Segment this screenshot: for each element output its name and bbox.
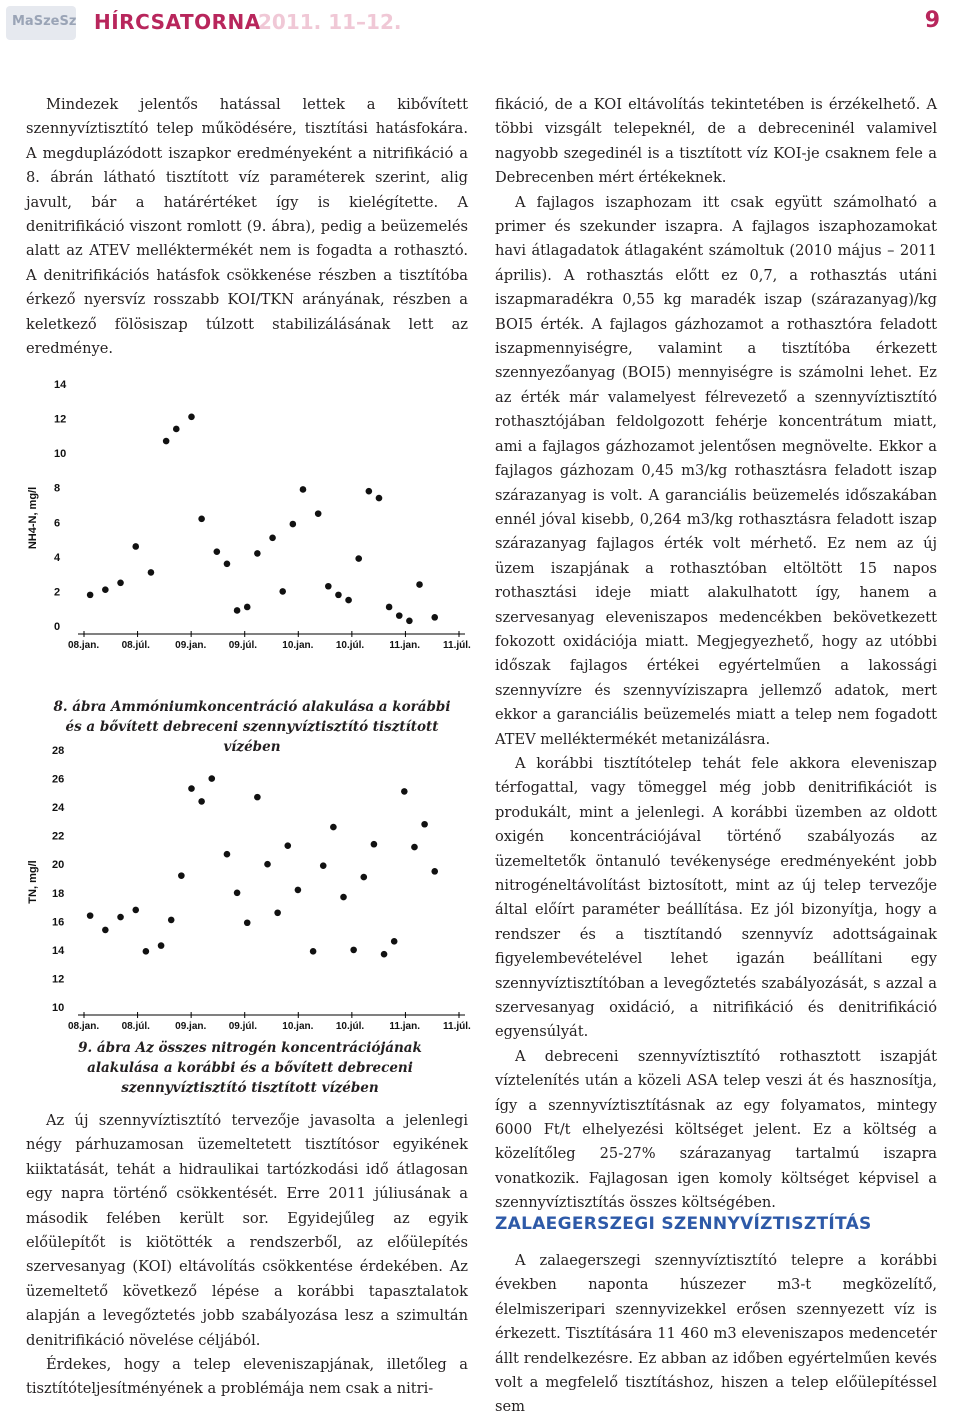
data-point	[214, 548, 221, 555]
data-point	[431, 868, 438, 875]
data-point	[315, 510, 322, 517]
right-paragraph-5: A zalaegerszegi szennyvíztisztító telepre a korábbi években naponta húszezer m3-t megközelítő, élelmiszeripari szennyvizekkel erősen szennyezett víz is érkezett. Tisztítására 11 460 m3 eleveniszapos medencetér állt rendelkezésre. Ez abban az időben egyértelműen kevés volt a megfelelő tisztításhoz, hiszen a telep előülepítéssel sem	[495, 1252, 937, 1416]
y-axis-label: NH4-N, mg/l	[27, 486, 39, 550]
x-tick-label: 10.júl.	[335, 640, 365, 651]
data-point	[117, 914, 124, 921]
data-point	[350, 947, 357, 954]
figure-9-caption: 9. ábra Az összes nitrogén koncentrációjának alakulása a korábbi és a bővített debreceni szennyvíztisztító tisztított vízében	[78, 1040, 422, 1096]
data-point	[284, 842, 291, 849]
y-tick-label: 22	[52, 830, 65, 843]
data-point	[198, 516, 205, 523]
x-tick-label: 09.júl.	[228, 1021, 258, 1032]
data-point	[198, 798, 205, 805]
data-point	[406, 618, 413, 625]
data-point	[411, 844, 418, 851]
left-paragraphs-2: Az új szennyvíztisztító tervezője javasolta a jelenlegi négy párhuzamosan üzemeltetett tisztítósor egyikének kiiktatását, tehát a hidraulikai tartózkodási idő átlagosan egy napra történő csökkentését. Erre 2011 júliusának a második felében került sor. Egyidejűleg az egyik előülepítőt is kiötötték a rendszerből, az előülepítés szervesanyag (KOI) eltávolítás csökkentése érdekében. Az üzemeltető következő lépése a korábbi tapasztalatok alapján a levegőztetés jobb szabályozása lesz a szimultán denitrifikáció növelése céljából. Érdekes, hogy a telep eleveniszapjának, illetőleg a tisztítóteljesítményének a problémája nem csak a nitri-	[26, 1112, 468, 1398]
data-point	[178, 872, 185, 879]
data-point	[391, 938, 398, 945]
y-tick-label: 10	[52, 1002, 65, 1014]
right-paragraphs: fikáció, de a KOI eltávolítás tekintetében is érzékelhető. A többi vizsgált telepeknél, de a debreceninél valamivel nagyobb szegedinél is a tisztított víz KOI-je csaknem fele a Debrecenben mért értékeknek. A fajlagos iszaphozam itt csak együtt számolható a primer és szekunder iszapra. A fajlagos iszaphozamokat havi átlagadatok átlagaként számoltuk (2010 május – 2011 április). A rothasztás előtt ez 0,7, a rothasztás utáni iszapmaradékra 0,55 kg maradék iszap (szárazanyag)/kg BOI5 érték. A fajlagos gázhozamot a rothasztóra feladott iszapmennyiségre, valamint a tisztítóba érkezett szennyezőanyag (BOI5) mennyiségre is számolni lehet. Ez az érték már valamelyest félrevezető a szennyvíztisztító rothasztójában feldolgozott fehérje koncentrátum miatt, ami a fajlagos gázhozamot jelentősen megnövelte. Ekkor a fajlagos gázhozam 0,45 m3/kg rothasztásra feladott iszap szárazanyag is volt. A garanciális beüzemelés időszakában ennél jóval kisebb, 0,264 m3/kg rothasztásra feladott iszap szárazanyag fajlagos érték volt mérhető. Ez nem az új üzem iszapjának a rothasztóban eltöltött 15 napos rothasztási ideje miatt alakulhatott így, hanem a szervesanyag eleveniszapos medencékben bekövetkezett fokozott oxidációja miatt. Megjegyezhető, hogy az utóbbi időszak fajlagos értékei egyértelműen a lakossági szennyvízre és szennyvíziszapra jellemző adatok, mert ekkor a garanciális beüzemelés miatt a telep nem fogadott ATEV melléktermékét metanizálásra. A korábbi tisztítótelep tehát fele akkora eleveniszap térfogattal, vagy tömeggel még jobb denitrifikációt is produkált, mint a jelenlegi. A korábbi üzemben az oldott oxigén koncentrációjával történő szabályozás az üzemeltetők öntanuló tevékenysége eredményeként jobb nitrogéneltávolítást biztosított, mint az új telep tervezője által előírt paraméter beállítása. Ez jól bizonyítja, hogy a rendszer és a tisztítandó szennyvíz adottságainak figyelembevételével lehet igazán beállítani egy szennyvíztisztítóban a levegőztetés szabályozását, s azzal a szervesanyag oxidáció, a nitrifikáció és denitrifikáció egyensúlyát. A debreceni szennyvíztisztító rothasztott iszapját víztelenítés után a közeli ASA telep veszi át és hasznosítja, így a szennyvíztisztításnak az egy folyamatos, mintegy 6000 Ft/t elhelyezési költséget jelent. Ez a költség a közelítőleg 25-27% szárazanyag tartalmú iszapra vonatkozik. Fajlagosan igen komoly költséget képvisel a szennyvíztisztítás összes költségében.	[495, 96, 937, 1212]
x-tick-label: 11.júl.	[443, 640, 471, 651]
data-point	[396, 612, 403, 619]
data-point	[279, 588, 286, 595]
y-axis-label: TN, mg/l	[27, 860, 39, 904]
data-point	[421, 821, 428, 828]
data-point	[188, 414, 195, 421]
data-point	[360, 874, 367, 881]
data-point	[376, 495, 383, 502]
x-tick-label: 09.jan.	[175, 1021, 207, 1032]
y-tick-label: 2	[54, 586, 61, 599]
x-tick-label: 08.jan.	[68, 640, 100, 651]
data-point	[188, 785, 195, 792]
y-tick-label: 26	[52, 773, 65, 786]
data-point	[310, 948, 317, 955]
data-point	[158, 942, 165, 949]
chart-body	[54, 379, 471, 651]
data-point	[244, 919, 251, 926]
y-tick-label: 24	[52, 802, 65, 815]
data-point	[224, 560, 231, 567]
data-point	[335, 592, 342, 599]
y-tick-label: 4	[54, 551, 61, 564]
data-point	[168, 917, 175, 924]
data-point	[274, 909, 281, 916]
data-point	[254, 794, 261, 801]
y-tick-label: 16	[52, 916, 65, 929]
logo-text: MaSzeSz	[12, 14, 77, 29]
y-tick-label: 20	[52, 859, 65, 872]
data-point	[269, 535, 276, 542]
data-point	[295, 887, 302, 894]
data-point	[340, 894, 347, 901]
left-paragraph-1: Mindezek jelentős hatással lettek a kibővített szennyvíztisztító telep működésére, tisztítási hatásfokára. A megduplázódott iszapkor eredményeként a nitrifikáció a 8. ábrán látható tisztított víz paraméterek szerint, alig javult, bár a határértéket így is kielégítette. A denitrifikáció viszont romlott (9. ábra), pedig a beüzemelés alatt az ATEV melléktermékét nem is fogadta a rothasztó. A denitrifikációs hatásfok csökkenése részben a tisztítóba érkező nyersvíz rosszabb KOI/TKN arányának, részben a keletkező fölösiszap túlzott stabilizálásának lett az eredménye.	[26, 96, 468, 358]
data-point	[117, 579, 124, 586]
data-point	[401, 788, 408, 795]
y-tick-label: 6	[54, 517, 61, 530]
data-point	[330, 824, 337, 831]
data-point	[381, 951, 388, 958]
data-point	[244, 604, 251, 611]
x-tick-label: 09.jan.	[175, 640, 207, 651]
figure-8-caption: 8. ábra Ammóniumkoncentráció alakulása a korábbi és a bővített debreceni szennyvíztisztító tisztított vízében	[53, 699, 451, 755]
publication-title: HÍRCSATORNA	[94, 10, 261, 34]
data-point	[300, 486, 307, 493]
data-point	[325, 583, 332, 590]
x-tick-label: 11.jan.	[389, 640, 421, 651]
data-point	[254, 550, 261, 557]
data-point	[386, 604, 393, 611]
issue-date: 2011. 11–12.	[258, 10, 402, 34]
data-point	[173, 426, 180, 433]
ammonium-chart	[26, 378, 471, 690]
y-tick-label: 14	[54, 379, 67, 391]
x-tick-label: 10.júl.	[335, 1021, 365, 1032]
data-point	[102, 586, 109, 593]
x-tick-label: 09.júl.	[228, 640, 258, 651]
x-tick-label: 10.jan.	[282, 1021, 314, 1032]
y-tick-label: 8	[54, 482, 61, 495]
data-point	[371, 841, 378, 848]
x-tick-label: 08.júl.	[121, 640, 150, 651]
maszesz-logo	[6, 6, 76, 40]
y-tick-label: 18	[52, 887, 65, 900]
data-point	[416, 581, 423, 588]
data-point	[132, 543, 139, 550]
data-point	[87, 912, 94, 919]
data-point	[345, 597, 352, 604]
page-number: 9	[924, 8, 940, 33]
y-tick-label: 12	[52, 973, 65, 986]
data-point	[366, 488, 373, 495]
data-point	[163, 438, 170, 445]
data-point	[102, 927, 109, 934]
y-tick-label: 14	[52, 944, 65, 957]
x-tick-label: 11.júl.	[443, 1021, 471, 1032]
x-tick-label: 08.júl.	[121, 1021, 150, 1032]
x-tick-label: 10.jan.	[282, 640, 314, 651]
x-tick-label: 08.jan.	[68, 1021, 100, 1032]
data-point	[355, 555, 362, 562]
y-tick-label: 10	[54, 448, 67, 461]
data-point	[224, 851, 231, 858]
x-tick-label: 11.jan.	[389, 1021, 421, 1032]
y-tick-label: 0	[54, 621, 61, 633]
data-point	[234, 607, 241, 614]
data-point	[264, 861, 271, 868]
total-nitrogen-chart	[26, 742, 471, 1032]
page-header	[0, 0, 960, 48]
data-point	[290, 521, 297, 528]
data-point	[148, 569, 155, 576]
y-tick-label: 28	[52, 745, 65, 757]
data-point	[143, 948, 150, 955]
data-point	[208, 775, 215, 782]
data-point	[431, 614, 438, 621]
section-heading: ZALAEGERSZEGI SZENNYVÍZTISZTÍTÁS	[495, 1214, 872, 1234]
chart-body	[52, 745, 471, 1032]
data-point	[87, 592, 94, 599]
y-tick-label: 12	[54, 413, 67, 426]
data-point	[320, 862, 327, 869]
data-point	[234, 889, 241, 896]
data-point	[132, 907, 139, 914]
